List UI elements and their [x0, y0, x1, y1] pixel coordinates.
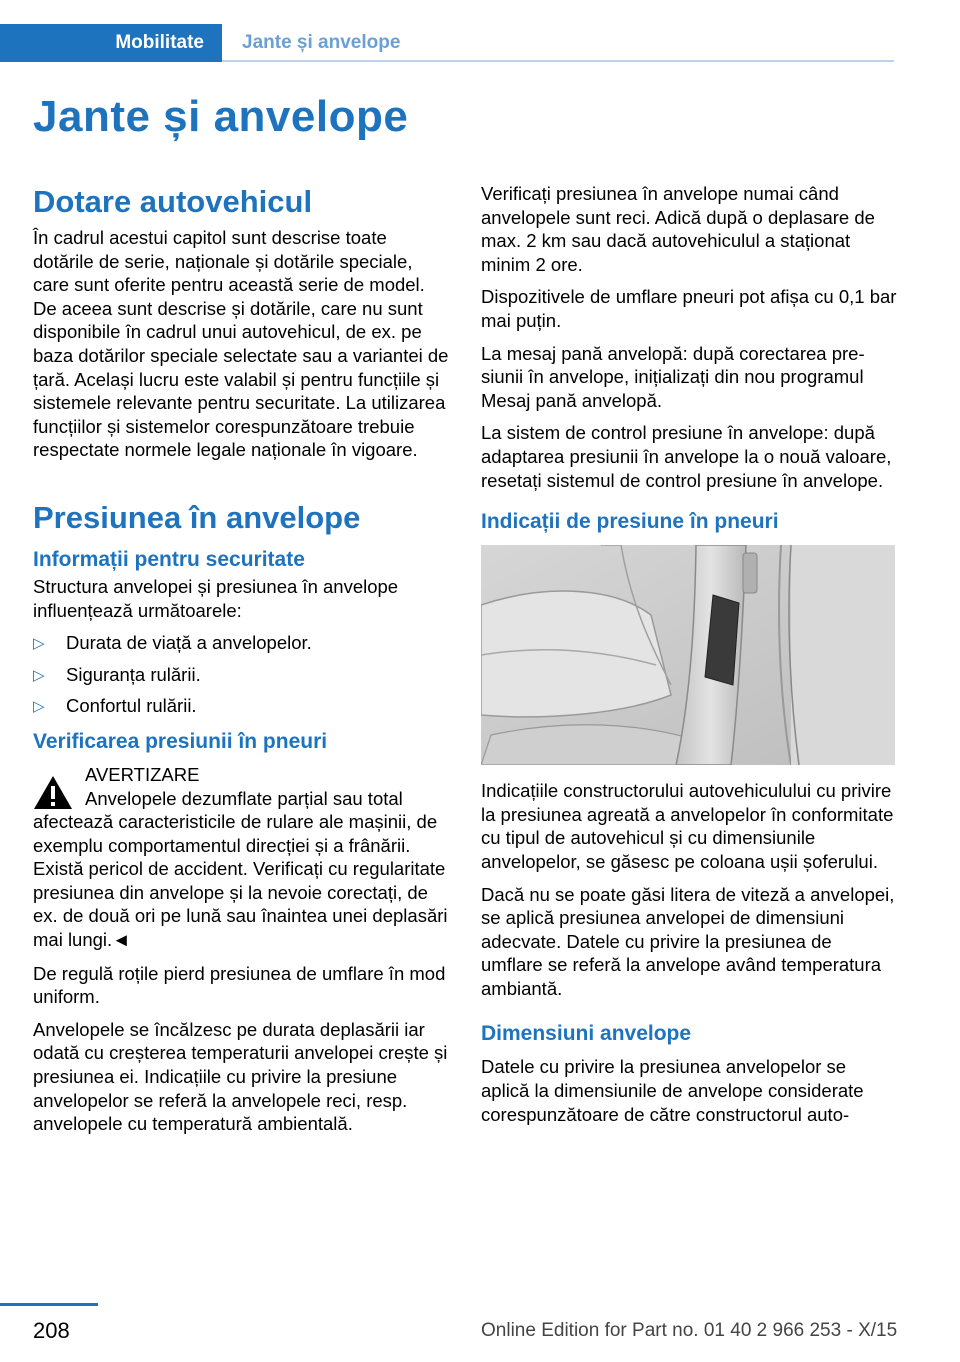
- warning-text: Anvelopele dezumflate parțial sau total afectează caracteristicile de rulare ale mașinii, de exemplu comportamentul direcției și a frânării. Există pericol de accident. Verificați cu regularitate presiunea din anvelope și la nevoie corectați, de ex. de două ori pe lună sau înaintea unei deplasări mai lungi.◄: [33, 787, 448, 951]
- page-title: Jante și anvelope: [33, 92, 409, 141]
- page-number: 208: [33, 1318, 70, 1343]
- edition-text: Online Edition for Part no. 01 40 2 966 253 - X/15: [481, 1320, 898, 1341]
- triangle-bullet-icon: ▷: [33, 698, 45, 716]
- triangle-bullet-icon: ▷: [33, 635, 45, 653]
- subsection-title-securitate: Informații pentru securitate: [33, 547, 305, 571]
- warning-icon: [33, 775, 73, 810]
- triangle-bullet-icon: ▷: [33, 666, 45, 684]
- paragraph-verificare-reci: Verificați presiunea în anvelope numai când anvelopele sunt reci. Adică după o deplasare de max. 2 km sau dacă autovehiculul a staționat minim 2 ore.: [481, 183, 875, 275]
- paragraph-indicatii-constructor: Indicațiile constructorului autovehiculului cu privire la presiunea agreată a anvelopelor în conformitate cu tipul de autovehicul și cu dimensiunile anvelopelor, se găsesc pe coloana ușii șoferului.: [481, 780, 894, 872]
- paragraph-sistem-control: La sistem de control presiune în anvelope: după adaptarea presiunii în anvelope la o nouă valoare, resetați sistemul de control presiune în anvelope.: [481, 422, 892, 491]
- list-item: ▷ Durata de viață a anvelopelor.: [33, 631, 449, 655]
- warning-title: AVERTIZARE: [85, 763, 200, 785]
- paragraph-dispozitive: Dispozitivele de umflare pneuri pot afișa cu 0,1 bar mai puțin.: [481, 286, 897, 331]
- subsection-title-verificare: Verificarea presiunii în pneuri: [33, 729, 328, 753]
- paragraph-dimensiuni: Datele cu privire la presiunea anvelopelor se aplică la dimensiunile de anvelope considerate corespunzătoare de către constructorul auto-: [481, 1056, 864, 1125]
- warning-box: [33, 763, 449, 952]
- bullet-list: [33, 631, 449, 718]
- paragraph-mesaj-pana: La mesaj pană anvelopă: după corectarea presiunii în anvelope, inițializați din nou programul Mesaj pană anvelopă.: [481, 342, 865, 411]
- footer-divider: [0, 1303, 98, 1306]
- paragraph-incalzire: Anvelopele se încălzesc pe durata deplasării iar odată cu creșterea temperaturii anvelopei crește și presiunea ei. Indicațiile cu privire la presiune anvelopelor se referă la anvelopele reci, resp. anvelopele cu temperatură ambientală.: [33, 1018, 448, 1135]
- paragraph-securitate: Structura anvelopei și presiunea în anvelope influențează următoarele:: [33, 575, 399, 621]
- paragraph-pierdere: De regulă roțile pierd presiunea de umflare în mod uniform.: [33, 962, 446, 1008]
- subsection-title-indicatii: Indicații de presiune în pneuri: [481, 510, 779, 534]
- list-item: ▷ Siguranța rulării.: [33, 663, 449, 687]
- door-pillar-label-image: [481, 545, 895, 765]
- section-title-dotare: Dotare autovehicul: [33, 184, 313, 219]
- paragraph-litera-viteza: Dacă nu se poate găsi litera de viteză a anvelopei, se aplică presiunea anvelopei de dimensiuni adecvate. Datele cu privire la presiunea de umflare se referă la anvelope având temperatura ambiantă.: [481, 883, 895, 999]
- chapter-tab[interactable]: Jante și anvelope: [242, 32, 401, 53]
- page-header: [0, 0, 960, 62]
- header-divider: [222, 60, 894, 62]
- section-tab[interactable]: Mobilitate: [0, 24, 222, 62]
- section-title-presiune: Presiunea în anvelope: [33, 499, 361, 535]
- paragraph-dotare: În cadrul acestui capitol sunt descrise toate dotările de serie, naționale și dotările speciale, care sunt oferite pentru această serie de model. De aceea sunt descrise și dotările, care nu sunt disponibile în cadrul unui autovehicul, de ex. pe baza dotărilor speciale selectate sau a variantei de țară. Același lucru este valabil și pentru funcțiile și sistemele relevante pentru securitate. La utilizarea funcțiilor și sistemelor corespunzătoare trebuie respectate normele legale naționale în vigoare.: [33, 227, 449, 461]
- left-column: [33, 182, 449, 1145]
- subsection-title-dimensiuni: Dimensiuni anvelope: [481, 1022, 692, 1046]
- list-item: ▷ Confortul rulării.: [33, 694, 449, 718]
- right-column: [481, 182, 897, 1135]
